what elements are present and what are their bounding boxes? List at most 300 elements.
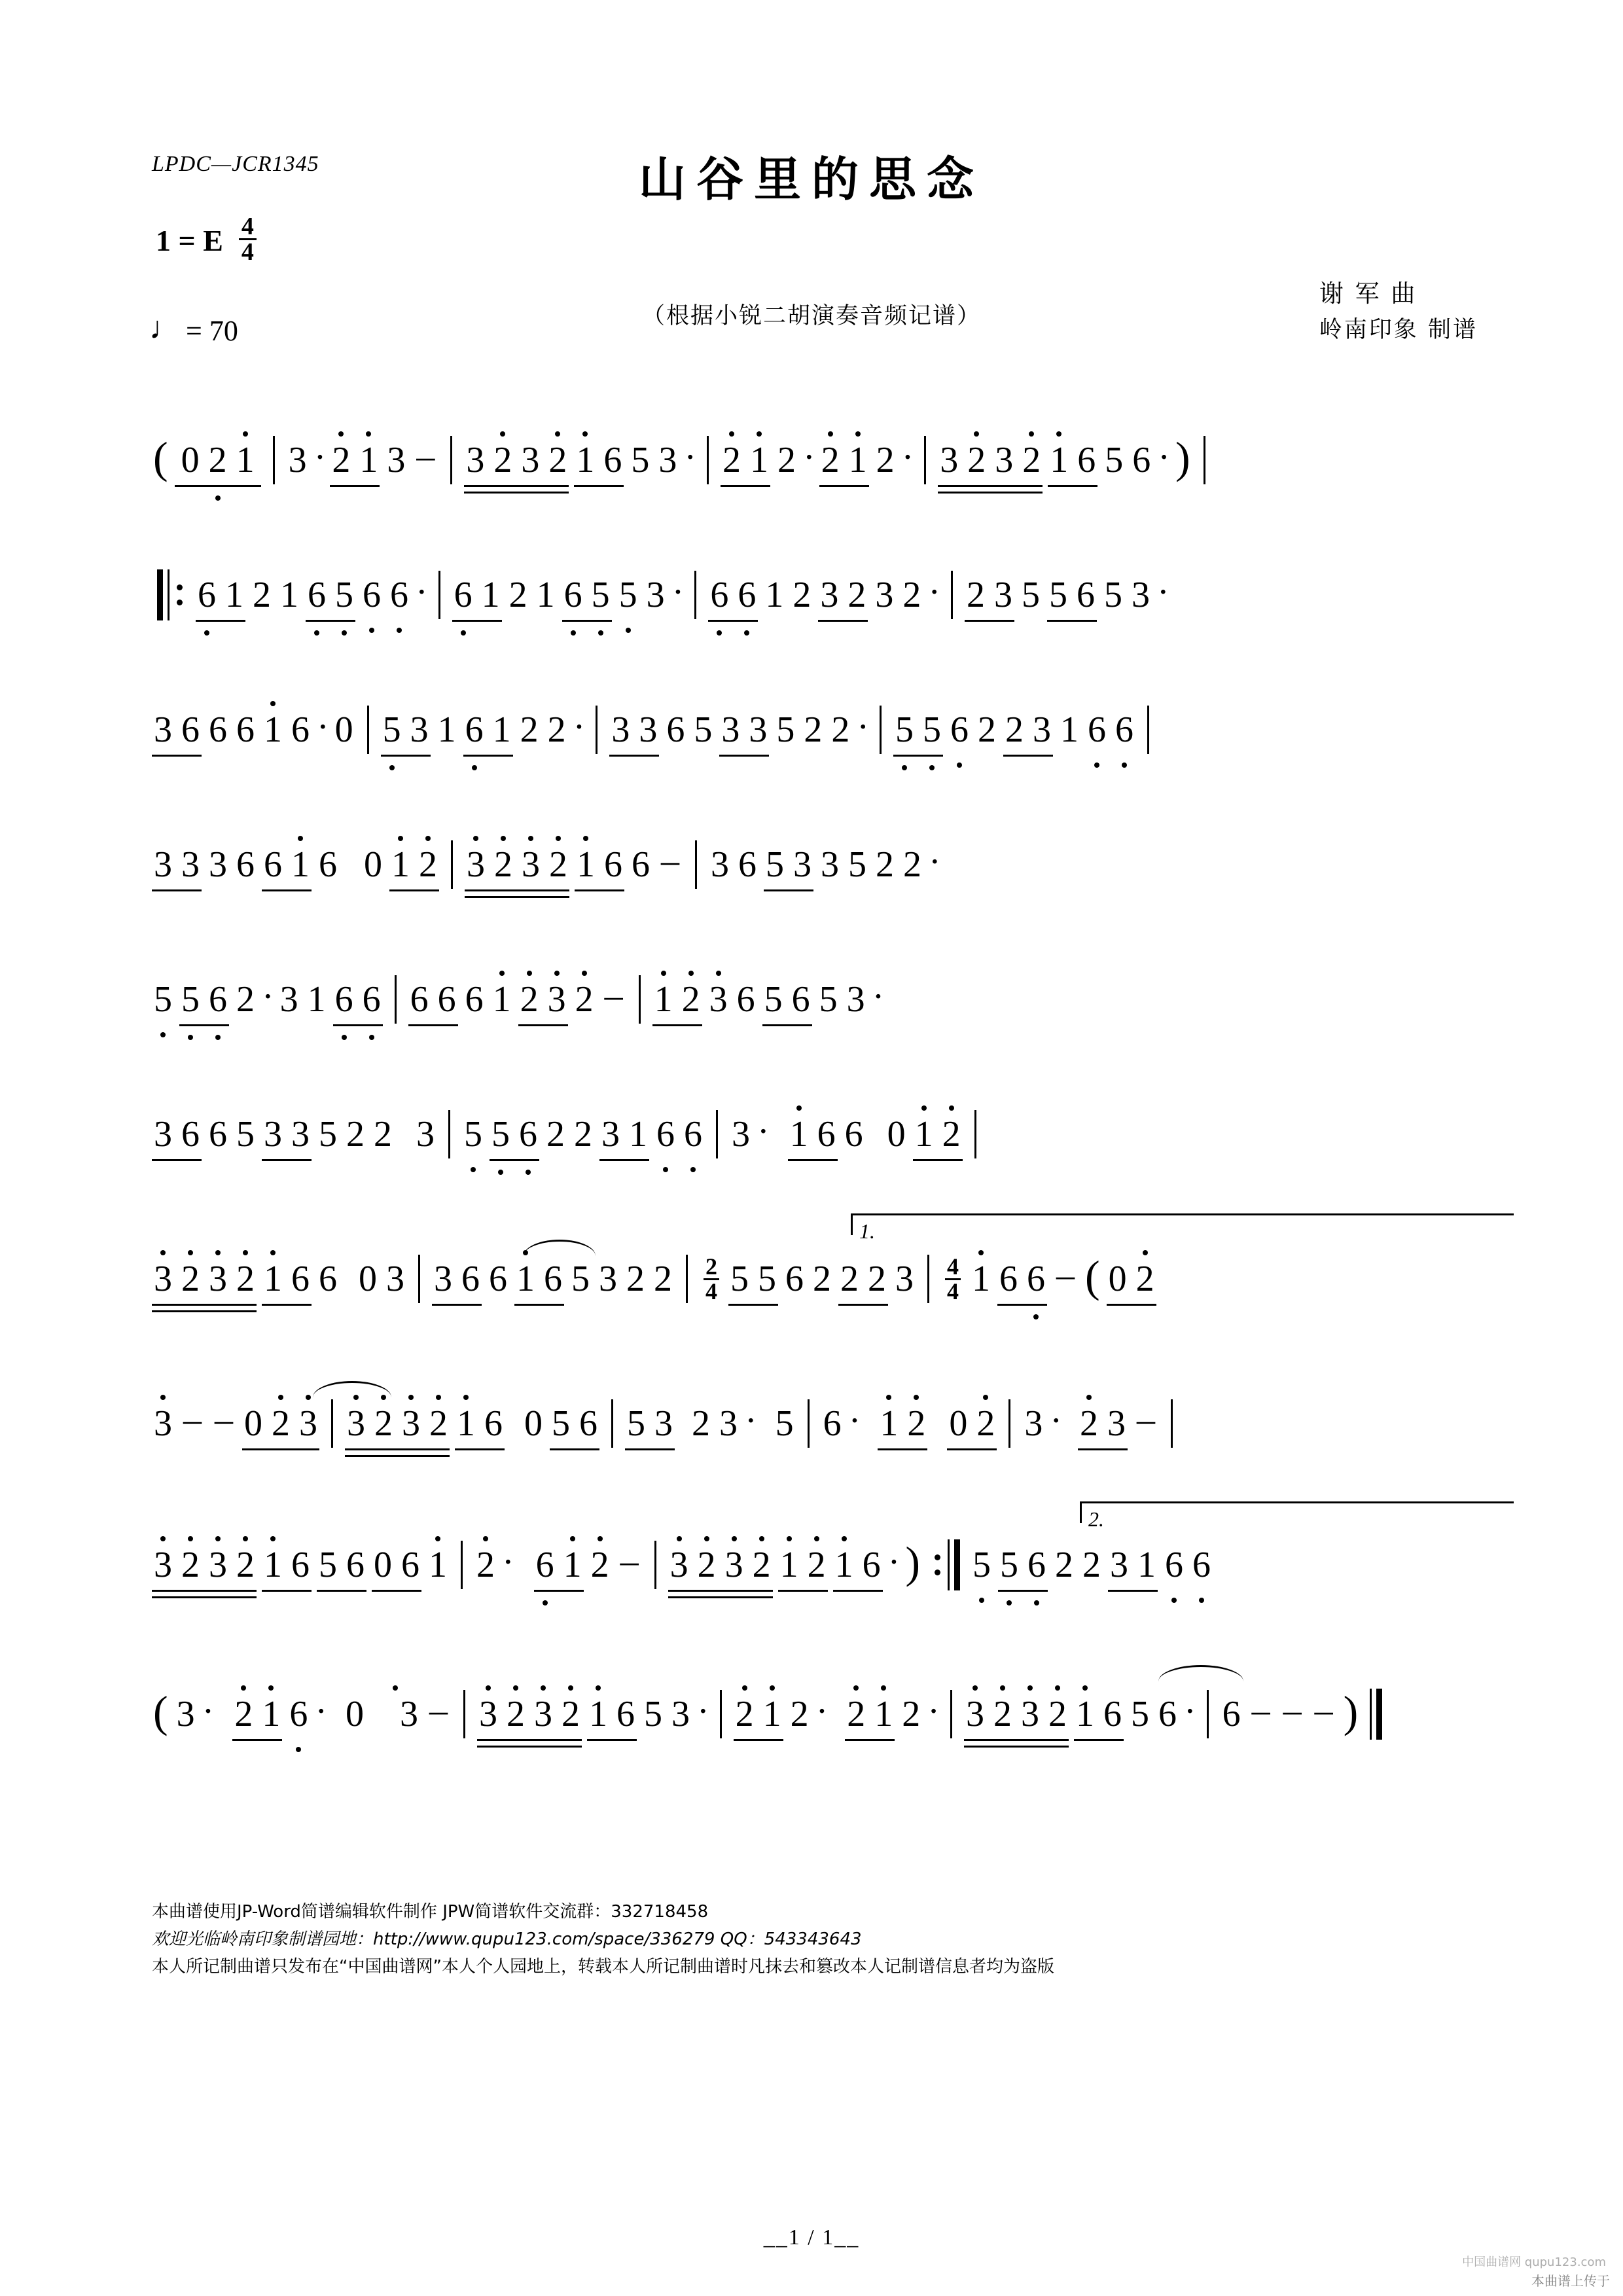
staff-row: 3 3 3 6 6 1 6 0 1 2 3 2 3 2 1 6 6 – 3 6 5 3 3 5 2 2 · xyxy=(0,797,1623,932)
augmentation-dot: · xyxy=(684,437,696,478)
note-group xyxy=(726,1261,781,1297)
phrase-paren-close: ) xyxy=(1343,1686,1359,1736)
note-group xyxy=(815,577,870,613)
note: 5 xyxy=(1048,575,1067,615)
note: 2 xyxy=(977,709,996,750)
note: 3 xyxy=(466,440,485,480)
barline xyxy=(950,1690,952,1738)
note: 0 xyxy=(244,1403,262,1444)
note: 6 xyxy=(1188,1547,1215,1583)
staff-row: 3 6 6 6 1 6 · 0 5 3 1 6 1 2 2 · 3 3 6 5 3 3 5 2 2 · 5 5 6 2 2 3 1 6 6 xyxy=(0,662,1623,797)
note: 6 xyxy=(791,979,810,1020)
note-group xyxy=(452,1405,507,1442)
note-group xyxy=(760,981,815,1018)
note: 6 xyxy=(817,1114,836,1155)
note: 6 xyxy=(604,844,622,885)
note: 0 xyxy=(524,1403,543,1444)
augmentation-dot: · xyxy=(1158,437,1170,478)
note: 6 xyxy=(291,1259,310,1299)
note-group xyxy=(429,1261,484,1297)
final-barline xyxy=(1370,1689,1382,1740)
note: 3 xyxy=(611,709,630,750)
note: 6 xyxy=(1076,575,1095,615)
staff-row: 3 6 6 5 3 3 5 2 2 3 5 5 6 2 2 3 1 6 6 3 · 1 6 6 0 1 2 xyxy=(0,1067,1623,1202)
note-group xyxy=(149,711,204,748)
note: 2 xyxy=(793,575,812,615)
note: 3 xyxy=(288,440,307,480)
note: 2 xyxy=(989,1696,1016,1732)
note: 0 xyxy=(334,709,353,750)
note: 6 xyxy=(736,979,755,1020)
duration-dash: – xyxy=(1283,1690,1302,1731)
note: 3 xyxy=(1032,709,1051,750)
note: 2 xyxy=(693,1547,721,1583)
barline xyxy=(1008,1399,1010,1448)
note: 3 xyxy=(342,1405,370,1442)
note-group xyxy=(314,1547,369,1583)
note: 6 xyxy=(666,709,685,750)
note: 3 xyxy=(181,844,200,885)
duration-dash: – xyxy=(1251,1690,1270,1731)
duration-dash: – xyxy=(429,1690,448,1731)
note-group xyxy=(259,846,314,883)
barline xyxy=(1207,1690,1209,1738)
note: 1 xyxy=(1137,1545,1156,1585)
note: 3 xyxy=(1016,1696,1044,1732)
note: 3 xyxy=(154,1114,172,1155)
note: 6 xyxy=(461,1259,480,1299)
note: 3 xyxy=(149,1405,177,1442)
note: 3 xyxy=(521,440,540,480)
note: 0 xyxy=(181,440,200,480)
note: 2 xyxy=(1054,1545,1073,1585)
note: 6 xyxy=(616,1694,635,1734)
note: 1 xyxy=(452,1405,480,1442)
note-group xyxy=(718,442,773,478)
footer-line-1: 本曲谱使用JP-Word简谱编辑软件制作 JPW简谱软件交流群：332718458 xyxy=(152,1902,709,1922)
note: 2 xyxy=(502,1696,529,1732)
note: 6 xyxy=(291,709,310,750)
note: 1 xyxy=(629,1114,647,1155)
note-group xyxy=(461,442,571,478)
note-group xyxy=(259,1547,314,1583)
note: 3 xyxy=(1131,575,1150,615)
note: 3 xyxy=(386,1259,404,1299)
duration-dash: – xyxy=(183,1399,202,1440)
staff-row: 2. 3 2 3 2 1 6 5 6 0 6 1 2 · 6 1 2 – 3 2 3 2 1 2 1 6 · ) 5 5 6 2 2 3 1 6 6 xyxy=(0,1491,1623,1639)
note-group xyxy=(731,1696,786,1732)
note-group xyxy=(666,1547,776,1583)
note-group xyxy=(1105,1547,1160,1583)
note-group xyxy=(259,1116,314,1153)
note: 3 xyxy=(793,844,812,885)
note: 1 xyxy=(259,1261,287,1297)
note-group xyxy=(327,442,382,478)
note: 3 xyxy=(529,1696,557,1732)
note: 3 xyxy=(462,846,490,883)
note: 6 xyxy=(514,1116,542,1153)
note: 6 xyxy=(1083,711,1111,748)
note-group xyxy=(717,711,772,748)
note: 5 xyxy=(177,981,204,1018)
note: 2 xyxy=(938,1116,965,1153)
note: 5 xyxy=(918,711,946,748)
note: 5 xyxy=(571,1259,590,1299)
note: 1 xyxy=(584,1696,612,1732)
time-signature-denominator: 4 xyxy=(241,238,254,266)
page-number: __1 / 1__ xyxy=(763,2225,860,2250)
meter-numerator: 4 xyxy=(945,1255,961,1280)
note: 6 xyxy=(410,979,429,1020)
note: 1 xyxy=(259,711,287,748)
note: 1 xyxy=(776,1547,803,1583)
augmentation-dot: · xyxy=(313,437,327,478)
note: 5 xyxy=(552,1403,570,1444)
note-group xyxy=(149,1261,259,1297)
note-group xyxy=(571,442,626,478)
note: 6 xyxy=(1158,1694,1177,1734)
note: 3 xyxy=(294,1405,322,1442)
barline xyxy=(927,1255,929,1303)
note: 6 xyxy=(1222,1694,1241,1734)
note-group xyxy=(935,442,1045,478)
note-group xyxy=(177,981,232,1018)
note: 2 xyxy=(677,981,705,1018)
note: 3 xyxy=(993,575,1012,615)
barline xyxy=(1204,436,1205,484)
tempo-value: = 70 xyxy=(186,315,238,347)
note: 1 xyxy=(559,1547,586,1583)
note: 6 xyxy=(632,844,650,885)
note: 3 xyxy=(149,1547,177,1583)
note-group xyxy=(172,442,264,478)
note-group xyxy=(622,1405,677,1442)
barline xyxy=(694,571,696,619)
barline xyxy=(880,706,882,754)
note: 1 xyxy=(307,979,326,1020)
note: 2 xyxy=(489,442,516,478)
note: 0 xyxy=(359,1259,377,1299)
note: 6 xyxy=(358,981,385,1018)
note: 6 xyxy=(319,844,337,885)
note: 6 xyxy=(738,844,757,885)
note: 0 xyxy=(1108,1259,1127,1299)
time-signature-change xyxy=(945,1255,961,1302)
phrase-paren-close: ) xyxy=(905,1537,920,1587)
note: 5 xyxy=(730,1259,749,1299)
staff-row: 5 5 6 2 · 3 1 6 6 6 6 6 1 2 3 2 – 1 2 3 6 5 6 5 3 · xyxy=(0,932,1623,1067)
note: 2 xyxy=(520,709,539,750)
note: 2 xyxy=(840,1259,859,1299)
note: 1 xyxy=(1060,709,1079,750)
note-group xyxy=(830,1547,885,1583)
note: 1 xyxy=(765,575,784,615)
note: 2 xyxy=(902,1405,930,1442)
note-group xyxy=(369,1547,424,1583)
note-group xyxy=(995,1547,1050,1583)
note: 2 xyxy=(718,442,745,478)
note: 3 xyxy=(639,709,658,750)
note-group xyxy=(962,577,1017,613)
barline xyxy=(395,975,397,1024)
barline xyxy=(974,1110,976,1158)
note-group xyxy=(516,981,571,1018)
subtitle: （根据小锐二胡演奏音频记谱） xyxy=(641,303,981,329)
note: 6 xyxy=(705,577,733,613)
note: 6 xyxy=(544,1259,562,1299)
note: 2 xyxy=(1018,442,1045,478)
note: 5 xyxy=(330,577,358,613)
note-group xyxy=(1075,1405,1130,1442)
barline xyxy=(463,1690,465,1738)
note: 5 xyxy=(995,1547,1023,1583)
note: 3 xyxy=(368,1696,423,1732)
note: 2 xyxy=(472,1547,499,1583)
composer-name: 谢 军 曲 xyxy=(1319,279,1418,308)
note-group xyxy=(342,1405,452,1442)
barline xyxy=(707,436,709,484)
footer-line-2: 欢迎光临岭南印象制谱园地：http://www.qupu123.com/space/336279 QQ：543343643 xyxy=(152,1929,862,1950)
barline xyxy=(331,1399,333,1448)
note-group xyxy=(1071,1696,1126,1732)
note: 3 xyxy=(749,709,768,750)
repeat-start-barline xyxy=(157,569,185,620)
duration-dash: – xyxy=(416,436,435,476)
note-group xyxy=(761,846,816,883)
note-group xyxy=(875,1405,930,1442)
note: 2 xyxy=(544,846,572,883)
note: 1 xyxy=(536,575,555,615)
note: 1 xyxy=(745,442,773,478)
score-body xyxy=(0,393,1623,1789)
note: 2 xyxy=(508,575,527,615)
note: 5 xyxy=(775,1403,794,1444)
note: 2 xyxy=(370,1405,397,1442)
note: 5 xyxy=(819,979,838,1020)
note: 6 xyxy=(285,1696,312,1732)
note-group xyxy=(607,711,662,748)
note: 1 xyxy=(875,1405,902,1442)
note: 6 xyxy=(603,440,622,480)
note: 1 xyxy=(512,1261,539,1297)
note: 6 xyxy=(1103,1694,1122,1734)
note: 1 xyxy=(830,1547,858,1583)
note-group xyxy=(584,1696,639,1732)
barline xyxy=(367,706,369,754)
note: 6 xyxy=(1132,440,1151,480)
note: 3 xyxy=(846,979,865,1020)
note: 0 xyxy=(345,1694,364,1734)
barline xyxy=(720,1690,722,1738)
note: 1 xyxy=(387,846,414,883)
barline xyxy=(639,975,641,1024)
note: 2 xyxy=(654,1259,672,1299)
note: 3 xyxy=(434,1259,452,1299)
note: 2 xyxy=(804,709,823,750)
note-group xyxy=(1104,1261,1159,1297)
note-group xyxy=(240,1405,322,1442)
note: 3 xyxy=(204,1547,232,1583)
note: 3 xyxy=(543,981,571,1018)
note: 3 xyxy=(149,1261,177,1297)
augmentation-dot: · xyxy=(901,437,914,478)
note: 3 xyxy=(654,1403,673,1444)
note: 3 xyxy=(410,709,429,750)
note-group xyxy=(961,1696,1071,1732)
barline xyxy=(438,571,440,619)
note: 3 xyxy=(671,1694,690,1734)
barline xyxy=(716,1110,718,1158)
note: 3 xyxy=(176,1694,195,1734)
note-group xyxy=(149,1116,204,1153)
note-group xyxy=(149,846,204,883)
note: 1 xyxy=(488,981,516,1018)
note: 3 xyxy=(517,846,544,883)
note: 2 xyxy=(425,1405,452,1442)
note: 2 xyxy=(876,844,894,885)
note: 6 xyxy=(560,577,587,613)
note: 6 xyxy=(204,981,232,1018)
note: 5 xyxy=(319,1545,337,1585)
note: 1 xyxy=(910,1116,938,1153)
note: 5 xyxy=(766,844,784,885)
note-group xyxy=(149,1547,259,1583)
note: 6 xyxy=(450,577,477,613)
note: 6 xyxy=(385,577,413,613)
barline xyxy=(418,1255,420,1303)
note: 5 xyxy=(1103,575,1122,615)
note: 2 xyxy=(813,1259,831,1299)
note: 5 xyxy=(764,979,783,1020)
note: 3 xyxy=(895,1259,914,1299)
repeat-end-barline xyxy=(932,1539,960,1590)
note: 6 xyxy=(291,1545,310,1585)
note-group xyxy=(259,1261,314,1297)
footer-notes xyxy=(152,1898,1054,1981)
note: 5 xyxy=(378,711,406,748)
note: 2 xyxy=(692,1403,710,1444)
note: 3 xyxy=(1107,1403,1126,1444)
note: 2 xyxy=(803,1547,830,1583)
note-group xyxy=(995,1261,1050,1297)
note: 3 xyxy=(291,1114,310,1155)
note-group xyxy=(487,1116,542,1153)
composer-credits xyxy=(1319,275,1478,348)
note: 2 xyxy=(876,440,895,480)
note: 3 xyxy=(711,844,729,885)
note: 3 xyxy=(732,1114,750,1155)
barline xyxy=(654,1541,656,1589)
note: 3 xyxy=(961,1696,989,1732)
slur xyxy=(313,1381,391,1397)
note: 3 xyxy=(416,1114,435,1155)
phrase-paren-close: ) xyxy=(1175,432,1190,482)
note: 6 xyxy=(236,844,255,885)
note: 0 xyxy=(364,844,382,885)
note-group xyxy=(547,1405,602,1442)
note-group xyxy=(1045,442,1100,478)
note: 2 xyxy=(414,846,442,883)
staff-row: ( 3 · 2 1 6 · 0 3 – 3 2 3 2 1 6 5 3 · 2 1 2 · 2 1 2 · 3 2 3 2 1 6 5 6 · 6 – – – ) xyxy=(0,1639,1623,1789)
note: 2 xyxy=(902,1694,921,1734)
note: 3 xyxy=(721,709,740,750)
note: 3 xyxy=(995,440,1014,480)
note: 3 xyxy=(601,1114,620,1155)
note-group xyxy=(387,846,442,883)
note: 2 xyxy=(626,1259,645,1299)
quarter-note-icon: ♩ xyxy=(149,310,181,346)
note: 2 xyxy=(177,1261,204,1297)
note: 3 xyxy=(875,575,894,615)
note: 6 xyxy=(358,577,385,613)
duration-dash: – xyxy=(604,975,623,1016)
note: 5 xyxy=(587,577,615,613)
note: 2 xyxy=(232,1547,259,1583)
note: 2 xyxy=(236,979,255,1020)
note: 5 xyxy=(1021,575,1040,615)
note: 3 xyxy=(397,1405,425,1442)
duration-dash: – xyxy=(1314,1690,1333,1731)
note: 6 xyxy=(465,979,484,1020)
note: 1 xyxy=(870,1696,897,1732)
note: 3 xyxy=(1024,1403,1043,1444)
barline xyxy=(273,436,275,484)
staff-row xyxy=(0,1202,1623,1356)
duration-dash: – xyxy=(661,840,679,881)
note-group xyxy=(303,577,358,613)
note: 3 xyxy=(658,440,677,480)
note: 2 xyxy=(847,575,866,615)
note: 3 xyxy=(705,981,732,1018)
note: 2 xyxy=(557,1696,584,1732)
note: 6 xyxy=(264,844,282,885)
note: 6 xyxy=(652,1116,679,1153)
catalog-number: LPDC—JCR1345 xyxy=(152,152,319,176)
note: 2 xyxy=(1075,1405,1103,1442)
note: 2 xyxy=(966,575,985,615)
note: 6 xyxy=(785,1259,804,1299)
volta-bracket-2 xyxy=(1080,1501,1514,1531)
transcriber-name: 岭南印象 制谱 xyxy=(1319,317,1478,344)
barline xyxy=(686,1255,688,1303)
note: 1 xyxy=(785,1116,813,1153)
tempo-marking xyxy=(149,310,238,348)
note: 2 xyxy=(327,442,355,478)
volta-number-1: 1. xyxy=(859,1219,875,1243)
note: 1 xyxy=(424,1547,452,1583)
note: 6 xyxy=(579,1403,597,1444)
note: 1 xyxy=(355,442,382,478)
meter-numerator: 2 xyxy=(704,1255,719,1280)
note: 6 xyxy=(437,979,456,1020)
note: 6 xyxy=(1111,711,1138,748)
note: 3 xyxy=(821,844,839,885)
note: 5 xyxy=(627,1403,645,1444)
note-group xyxy=(330,981,385,1018)
note-group xyxy=(817,442,872,478)
note: 2 xyxy=(267,1405,294,1442)
note: 2 xyxy=(586,1547,614,1583)
note: 5 xyxy=(758,1259,776,1299)
volta-number-2: 2. xyxy=(1088,1507,1104,1531)
note: 3 xyxy=(666,1547,693,1583)
note: 1 xyxy=(259,1547,287,1583)
note: 2 xyxy=(204,442,232,478)
note-group xyxy=(474,1696,584,1732)
note: 6 xyxy=(209,709,227,750)
note: 0 xyxy=(374,1545,392,1585)
note: 5 xyxy=(1105,440,1124,480)
